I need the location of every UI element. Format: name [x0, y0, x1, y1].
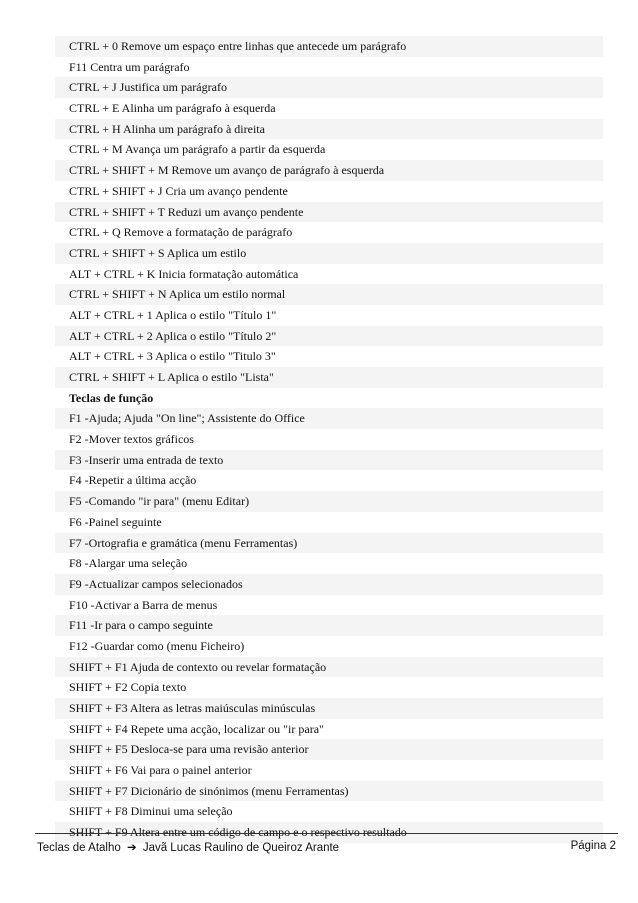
shortcut-line: F11 -Ir para o campo seguinte: [55, 615, 603, 636]
shortcut-line: F8 -Alargar uma seleção: [55, 553, 603, 574]
shortcut-line: SHIFT + F2 Copia texto: [55, 677, 603, 698]
shortcut-line: F11 Centra um parágrafo: [55, 57, 603, 78]
footer-author: Javã Lucas Raulino de Queiroz Arante: [142, 842, 340, 854]
shortcut-line: F10 -Activar a Barra de menus: [55, 595, 603, 616]
shortcut-line: CTRL + Q Remove a formatação de parágrafo: [55, 222, 603, 243]
shortcut-line: SHIFT + F3 Altera as letras maiúsculas minúsculas: [55, 698, 603, 719]
shortcut-line: F9 -Actualizar campos selecionados: [55, 574, 603, 595]
shortcut-line: F5 -Comando "ir para" (menu Editar): [55, 491, 603, 512]
shortcut-line: CTRL + SHIFT + M Remove um avanço de parágrafo à esquerda: [55, 160, 603, 181]
shortcut-line: CTRL + M Avança um parágrafo a partir da esquerda: [55, 139, 603, 160]
footer-divider: [35, 833, 618, 834]
shortcut-line: F7 -Ortografia e gramática (menu Ferramentas): [55, 533, 603, 554]
shortcut-line: F12 -Guardar como (menu Ficheiro): [55, 636, 603, 657]
shortcut-line: CTRL + 0 Remove um espaço entre linhas que antecede um parágrafo: [55, 36, 603, 57]
shortcut-line: ALT + CTRL + 3 Aplica o estilo "Titulo 3": [55, 346, 603, 367]
shortcut-line: ALT + CTRL + K Inicia formatação automática: [55, 264, 603, 285]
shortcut-line: CTRL + J Justifica um parágrafo: [55, 77, 603, 98]
shortcut-list: [55, 36, 603, 843]
shortcut-line: SHIFT + F4 Repete uma acção, localizar ou "ir para": [55, 719, 603, 740]
shortcut-line: F1 -Ajuda; Ajuda "On line"; Assistente do Office: [55, 408, 603, 429]
shortcut-line: CTRL + E Alinha um parágrafo à esquerda: [55, 98, 603, 119]
shortcut-line: SHIFT + F6 Vai para o painel anterior: [55, 760, 603, 781]
arrow-right-icon: ➔: [126, 842, 137, 854]
section-heading: Teclas de função: [55, 388, 603, 409]
footer-left: [37, 840, 339, 854]
shortcut-line: CTRL + H Alinha um parágrafo à direita: [55, 119, 603, 140]
shortcut-line: ALT + CTRL + 2 Aplica o estilo "Título 2": [55, 326, 603, 347]
footer-title: Teclas de Atalho: [37, 842, 121, 854]
shortcut-line: SHIFT + F8 Diminui uma seleção: [55, 801, 603, 822]
page-footer: [37, 840, 616, 854]
shortcut-line: CTRL + SHIFT + S Aplica um estilo: [55, 243, 603, 264]
shortcut-line: SHIFT + F7 Dicionário de sinónimos (menu Ferramentas): [55, 781, 603, 802]
shortcut-line: F2 -Mover textos gráficos: [55, 429, 603, 450]
page-number: Página 2: [570, 840, 616, 852]
shortcut-line: SHIFT + F1 Ajuda de contexto ou revelar formatação: [55, 657, 603, 678]
shortcut-line: CTRL + SHIFT + L Aplica o estilo "Lista": [55, 367, 603, 388]
shortcut-line: F3 -Inserir uma entrada de texto: [55, 450, 603, 471]
shortcut-line: CTRL + SHIFT + N Aplica um estilo normal: [55, 284, 603, 305]
shortcut-line: ALT + CTRL + 1 Aplica o estilo "Título 1": [55, 305, 603, 326]
shortcut-line: SHIFT + F5 Desloca-se para uma revisão anterior: [55, 739, 603, 760]
shortcut-line: F6 -Painel seguinte: [55, 512, 603, 533]
shortcut-line: CTRL + SHIFT + T Reduzi um avanço pendente: [55, 202, 603, 223]
shortcut-line: F4 -Repetir a última acção: [55, 470, 603, 491]
shortcut-line: CTRL + SHIFT + J Cria um avanço pendente: [55, 181, 603, 202]
shortcut-line: SHIFT + F9 Altera entre um código de campo e o respectivo resultado: [55, 822, 603, 843]
